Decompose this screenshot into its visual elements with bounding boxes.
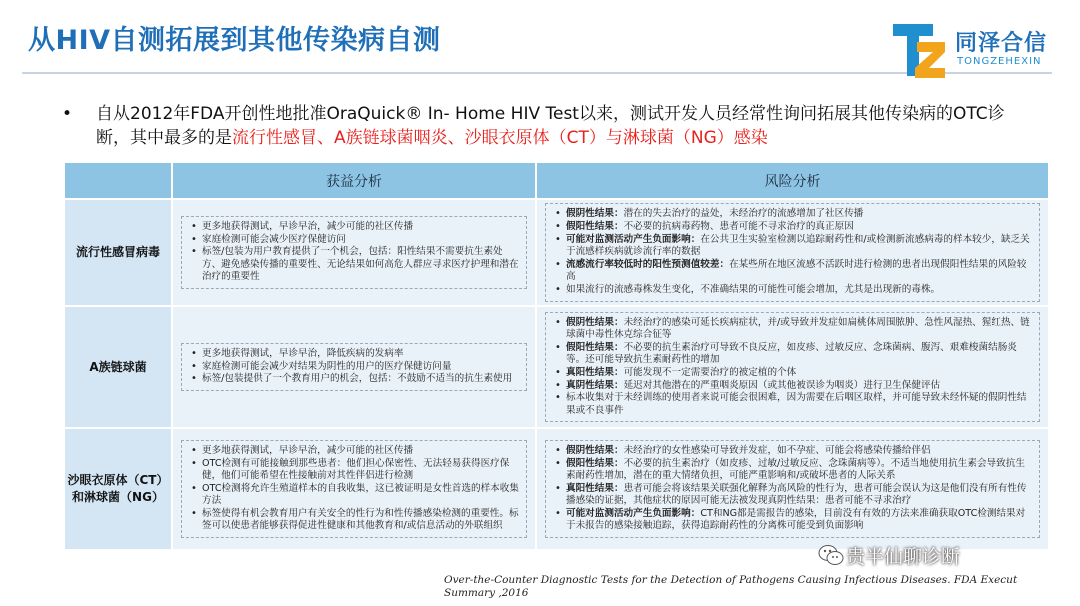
company-logo-name: 同泽合信 bbox=[955, 31, 1048, 56]
table-row bbox=[64, 428, 1049, 550]
list-item: • 可能对监测活动产生负面影响：在公共卫生实验室检测以追踪耐药性和/或检测新流感病毒的样本较少，缺乏关于流感样疾病就诊流行率的数据 bbox=[566, 234, 1033, 259]
citation bbox=[444, 574, 1080, 600]
page-title: 从HIV自测拓展到其他传染病自测 bbox=[28, 25, 441, 56]
list-item: • 流感流行率较低时的阳性预测值较差：在某些所在地区流感不活跃时进行检测的患者出现假阳性结果的风险较高 bbox=[566, 259, 1033, 284]
company-logo bbox=[893, 20, 1063, 80]
benefit-cell bbox=[172, 306, 536, 428]
benefit-cell bbox=[172, 428, 536, 550]
benefit-cell bbox=[172, 199, 536, 306]
list-item: • 假阴性结果：潜在的失去治疗的益处，未经治疗的流感增加了社区传播 bbox=[566, 208, 1033, 221]
list-item: • 假阳性结果：不必要的抗生素治疗（如皮疹、过敏/过敏反应、念珠菌病等）。不适当地使用抗生素会导致抗生素耐药性增加，潜在的重大情绪负担，可能严重影响和/或破坏患者的人际关系 bbox=[566, 458, 1033, 483]
list-item: • 标本收集对于未经训练的使用者来说可能会很困难，因为需要在后咽区取样，并可能导致未经怀疑的假阴性结果或不良事件 bbox=[566, 392, 1033, 417]
benefit-risk-table bbox=[63, 161, 1050, 551]
header-empty-cell bbox=[64, 162, 172, 199]
company-logo-english: TONGZEHEXIN bbox=[957, 56, 1042, 67]
list-item: • 更多地获得测试，早诊早治，减少可能的社区传播 bbox=[202, 221, 520, 234]
header-risk: 风险分析 bbox=[536, 162, 1049, 199]
list-item: • 真阴性结果：延迟对其他潜在的严重咽炎原因（或其他被误诊为咽炎）进行卫生保健评估 bbox=[566, 380, 1033, 393]
list-item: • 假阴性结果：未经治疗的感染可延长疾病症状，并/或导致并发症如扁桃体周围脓肿、急性风湿热、猩红热、链球菌中毒性休克综合征等 bbox=[566, 317, 1033, 342]
row-category: A族链球菌 bbox=[64, 306, 172, 428]
company-logo-mark-icon bbox=[893, 20, 947, 78]
list-item: • 更多地获得测试，早诊早治，减少可能的社区传播 bbox=[202, 445, 520, 458]
risk-list bbox=[552, 445, 1033, 533]
list-item: • 真阳性结果：患者可能会将该结果关联强化解释为高风险的性行为，患者可能会误认为这是他们没有所有性传播感染的证据，其他症状的原因可能无法被发现真阴性结果：患者可能不寻求治疗 bbox=[566, 483, 1033, 508]
table-row bbox=[64, 306, 1049, 428]
list-item: • 标签/包装提供了一个教育用户的机会，包括：不鼓励不适当的抗生素使用 bbox=[202, 373, 520, 386]
list-item: • 假阳性结果：不必要的抗病毒药物、患者可能不寻求治疗的真正原因 bbox=[566, 221, 1033, 234]
benefit-list bbox=[188, 445, 520, 533]
intro-bullet: • bbox=[62, 104, 73, 124]
list-item: • 真阳性结果：可能发现不一定需要治疗的被定植的个体 bbox=[566, 367, 1033, 380]
list-item: • 假阳性结果：不必要的抗生素治疗可导致不良反应，如皮疹、过敏反应、念珠菌病、腹泻、艰难梭菌结肠炎等。还可能导致抗生素耐药性的增加 bbox=[566, 342, 1033, 367]
benefit-list bbox=[188, 348, 520, 386]
list-item: • 假阴性结果：未经治疗的女性感染可导致并发症，如不孕症、可能会将感染传播给伴侣 bbox=[566, 445, 1033, 458]
intro-text: 自从2012年FDA开创性地批准OraQuick® In- Home HIV Test以来，测试开发人员经常性询问拓展其他传染病的OTC诊断，其中最多的是 bbox=[96, 104, 1005, 148]
list-item: • 家庭检测可能会减少医疗保健访问 bbox=[202, 234, 520, 247]
benefit-list bbox=[188, 221, 520, 284]
list-item: • 标签使得有机会教育用户有关安全的性行为和性传播感染检测的重要性。标签可以使患者能够获得促进性健康和其他教育和/或信息活动的外联组织 bbox=[202, 508, 520, 533]
risk-cell bbox=[536, 199, 1049, 306]
citation-line-1: Over-the-Counter Diagnostic Tests for the Detection of Pathogens Causing Infectious Diseases. FDA Execut bbox=[444, 574, 1018, 586]
risk-cell bbox=[536, 428, 1049, 550]
wechat-icon bbox=[818, 544, 844, 566]
citation-line-2: Summary ,2016 bbox=[444, 587, 529, 599]
table-row bbox=[64, 199, 1049, 306]
table-header-row bbox=[64, 162, 1049, 199]
list-item: • 可能对监测活动产生负面影响：CT和NG都是需报告的感染，目前没有有效的方法来准确获取OTC检测结果对于未报告的感染接触追踪，获得追踪耐药性的分离株可能受到负面影响 bbox=[566, 508, 1033, 533]
list-item: • 标签/包装为用户教育提供了一个机会，包括：阳性结果不需要抗生素处方、避免感染传播的重要性、无论结果如何高危人群应寻求医疗护理和潜在治疗的重要性 bbox=[202, 246, 520, 284]
intro-paragraph bbox=[62, 102, 1022, 150]
risk-list bbox=[552, 317, 1033, 418]
row-category: 流行性感冒病毒 bbox=[64, 199, 172, 306]
intro-highlight: 流行性感冒、A族链球菌咽炎、沙眼衣原体（CT）与淋球菌（NG）感染 bbox=[232, 128, 768, 148]
list-item: • 更多地获得测试，早诊早治，降低疾病的发病率 bbox=[202, 348, 520, 361]
list-item: • OTC检测有可能接触到那些患者：他们担心保密性、无法轻易获得医疗保健，他们可能希望在性接触前对其性伴侣进行检测 bbox=[202, 458, 520, 483]
header-benefit: 获益分析 bbox=[172, 162, 536, 199]
list-item: • 如果流行的流感毒株发生变化，不准确结果的可能性可能会增加，尤其是出现新的毒株。 bbox=[566, 284, 1033, 297]
watermark-text: 贵半仙聊诊断 bbox=[846, 546, 961, 568]
risk-cell bbox=[536, 306, 1049, 428]
list-item: • 家庭检测可能会减少对结果为阴性的用户的医疗保健访问量 bbox=[202, 361, 520, 374]
list-item: • OTC检测将允许生殖道样本的自我收集，这已被证明是女性首选的样本收集方法 bbox=[202, 483, 520, 508]
row-category: 沙眼衣原体（CT）和淋球菌（NG） bbox=[64, 428, 172, 550]
risk-list bbox=[552, 208, 1033, 296]
